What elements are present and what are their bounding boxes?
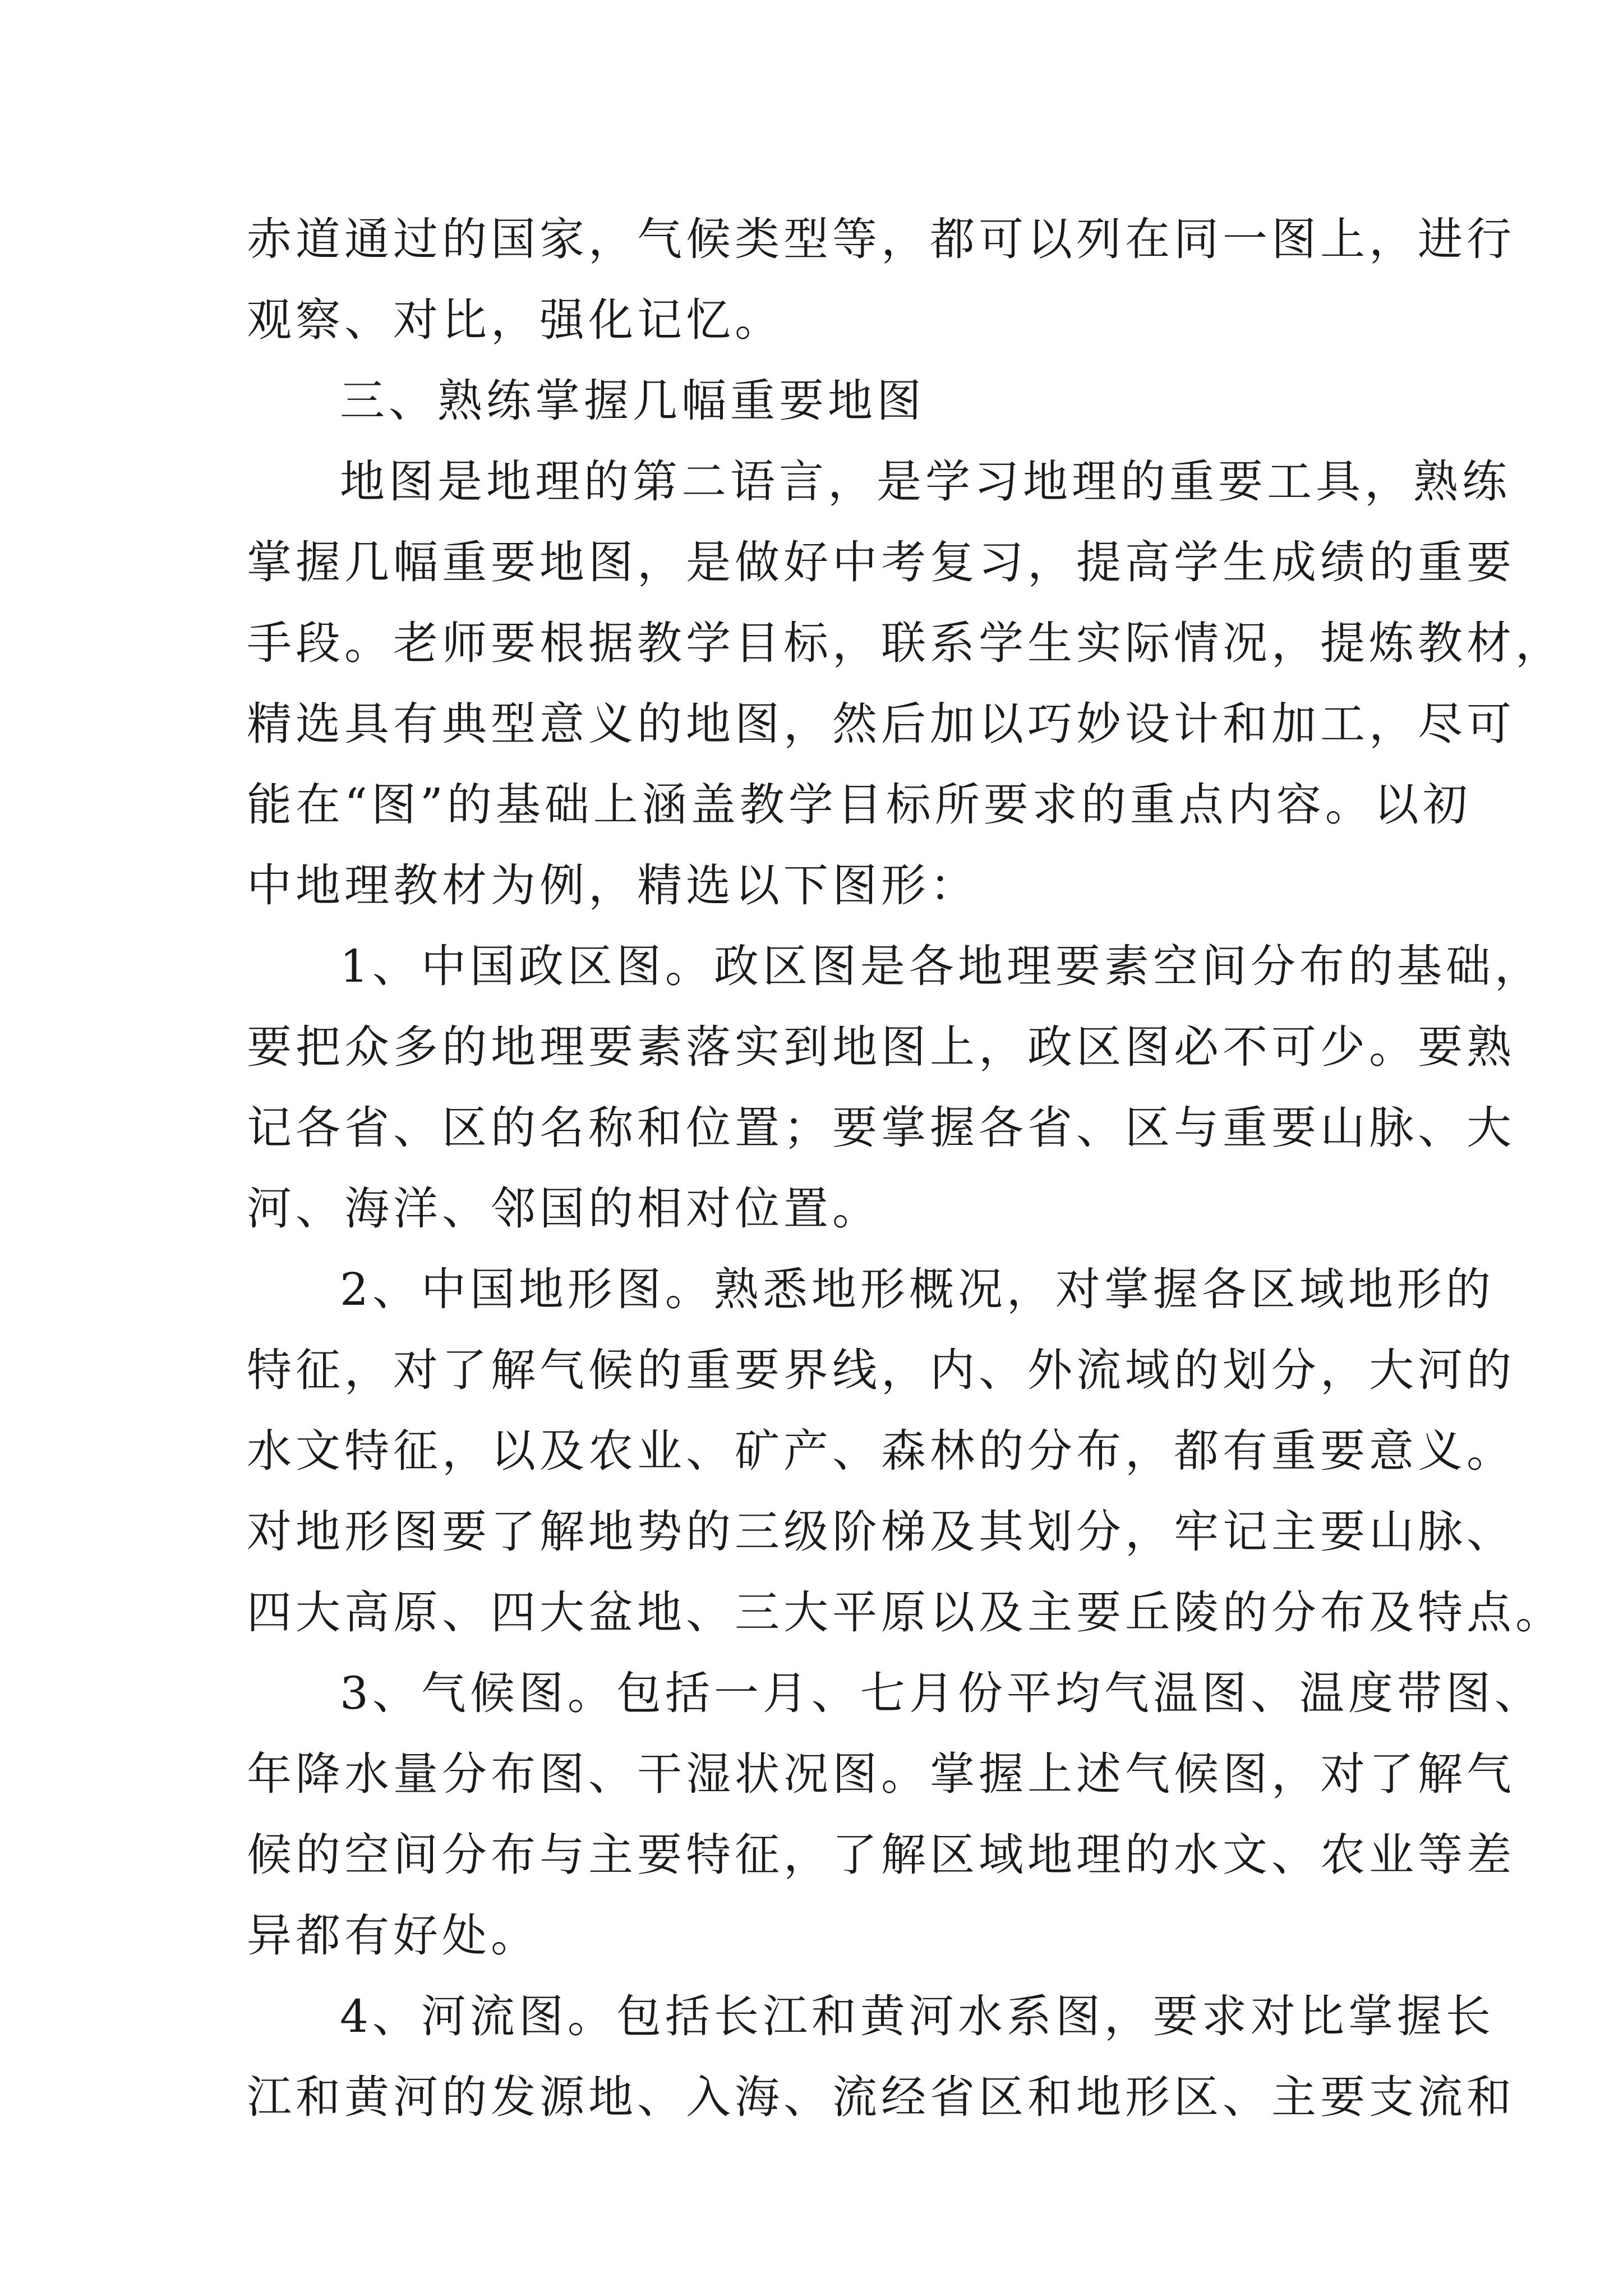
- text-line: 1、中国政区图。政区图是各地理要素空间分布的基础，: [340, 940, 1543, 992]
- text-line: 特征，对了解气候的重要界线，内、外流域的划分，大河的: [247, 1344, 1515, 1396]
- text-line: 江和黄河的发源地、入海、流经省区和地形区、主要支流和: [247, 2071, 1515, 2123]
- text-line: 异都有好处。: [247, 1910, 540, 1962]
- text-line: 地图是地理的第二语言，是学习地理的重要工具，熟练: [340, 455, 1511, 508]
- text-line: 观察、对比，强化记忆。: [247, 294, 783, 346]
- text-line: 四大高原、四大盆地、三大平原以及主要丘陵的分布及特点。: [247, 1586, 1564, 1639]
- text-line: 水文特征，以及农业、矿产、森林的分布，都有重要意义。: [247, 1425, 1515, 1477]
- text-line: 3、气候图。包括一月、七月份平均气温图、温度带图、: [340, 1667, 1543, 1719]
- text-line: 要把众多的地理要素落实到地图上，政区图必不可少。要熟: [247, 1021, 1515, 1073]
- text-line: 候的空间分布与主要特征，了解区域地理的水文、农业等差: [247, 1829, 1515, 1881]
- text-line: 中地理教材为例，精选以下图形：: [247, 859, 979, 912]
- document-body: [247, 199, 1564, 2138]
- text-line: 对地形图要了解地势的三级阶梯及其划分，牢记主要山脉、: [247, 1506, 1515, 1558]
- text-line: 能在“图”的基础上涵盖教学目标所要求的重点内容。以初: [247, 779, 1472, 831]
- text-line: 手段。老师要根据教学目标，联系学生实际情况，提炼教材，: [247, 617, 1564, 669]
- text-line: 河、海洋、邻国的相对位置。: [247, 1182, 881, 1235]
- text-line: 2、中国地形图。熟悉地形概况，对掌握各区域地形的: [340, 1263, 1495, 1315]
- text-line: 年降水量分布图、干湿状况图。掌握上述气候图，对了解气: [247, 1748, 1515, 1800]
- text-line: 4、河流图。包括长江和黄河水系图，要求对比掌握长: [340, 1990, 1495, 2042]
- text-line: 掌握几幅重要地图，是做好中考复习，提高学生成绩的重要: [247, 536, 1515, 588]
- text-line: 精选具有典型意义的地图，然后加以巧妙设计和加工，尽可: [247, 698, 1515, 750]
- text-line: 赤道通过的国家，气候类型等，都可以列在同一图上，进行: [247, 213, 1515, 265]
- section-heading: 三、熟练掌握几幅重要地图: [340, 375, 925, 427]
- text-line: 记各省、区的名称和位置；要掌握各省、区与重要山脉、大: [247, 1102, 1515, 1154]
